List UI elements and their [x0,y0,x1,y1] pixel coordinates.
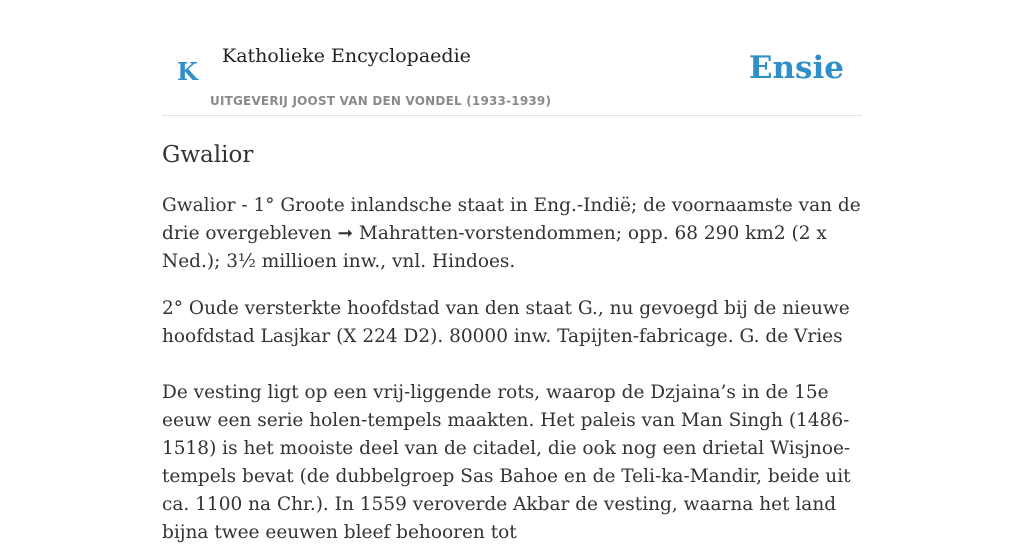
publisher-label: UITGEVERIJ JOOST VAN DEN VONDEL (1933-1939) [210,94,552,108]
ensie-brand-link[interactable]: Ensie [748,50,844,86]
page-container [162,0,862,547]
article-paragraph: 2° Oude versterkte hoofdstad van den staat G., nu gevoegd bij de nieuwe hoofdstad Lasjkar (X 224 D2). 80000 inw. Tapijten-fabricage. G. de Vries [162,298,850,347]
site-header [162,0,862,116]
book-title: Katholieke Encyclopaedie [222,45,471,67]
encyclopedia-logo[interactable]: K [177,57,198,86]
article-body [162,142,862,547]
article-paragraph: De vesting ligt op een vrij-liggende rots, waarop de Dzjaina’s in de 15e eeuw een serie holen-tempels maakten. Het paleis van Man Singh (1486-1518) is het mooiste deel van de citadel, die ook nog een drietal Wisjnoe-tempels bevat (de dubbelgroep Sas Bahoe en de Teli-ka-Mandir, beide uit ca. 1100 na Chr.). In 1559 veroverde Akbar de vesting, waarna het land bijna twee eeuwen bleef behooren tot [162,382,851,543]
article-paragraph: Gwalior - 1° Groote inlandsche staat in Eng.-Indië; de voornaamste van de drie overgebleven ➞ Mahratten-vorstendommen; opp. 68 290 km2 (2 x Ned.); 3½ millioen inw., vnl. Hindoes. [162,195,861,272]
article-title: Gwalior [162,142,254,168]
